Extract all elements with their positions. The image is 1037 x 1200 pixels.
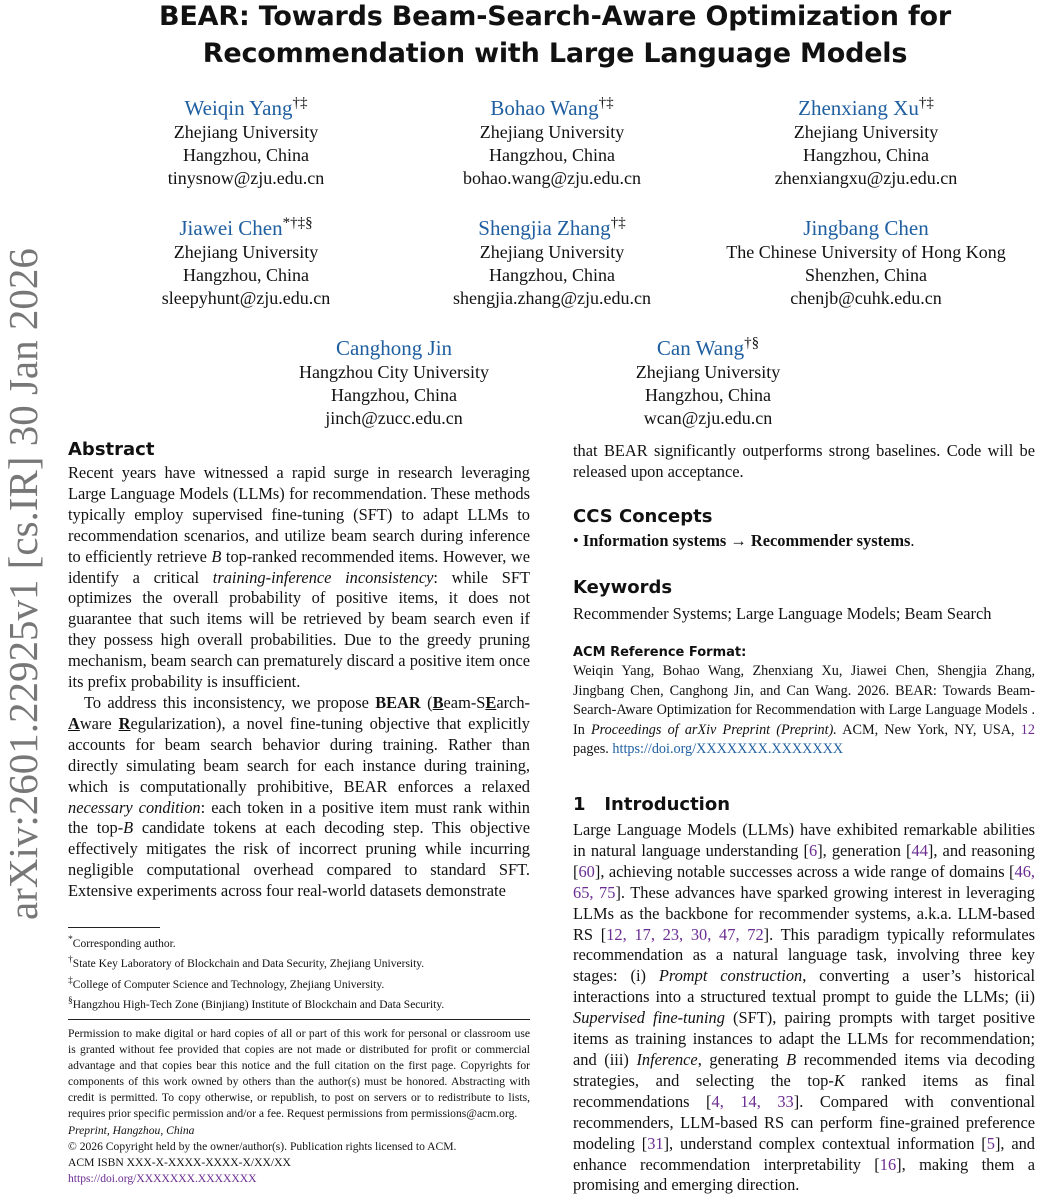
ccs-section (573, 506, 1035, 552)
abstract-paragraph-1: Recent years have witnessed a rapid surge in research leveraging Large Language Models (LLMs) for recommendation. These methods typically employ supervised fine-tuning (SFT) to adapt LLMs to recommendation scenarios, and utilize beam search during inference to efficiently retrieve B top-ranked recommended items. However, we identify a critical training-inference inconsistency: while SFT optimizes the overall probability of positive items, it does not guarantee that such items will be retrieved by beam search even if they possess high overall probabilities. Due to the greedy pruning mechanism, beam search can prematurely discard a positive item once its prefix probability is insufficient. (68, 463, 530, 692)
permission-venue: Preprint, Hangzhou, China (68, 1123, 195, 1137)
author-name[interactable]: Shengjia Zhang (478, 216, 611, 240)
keywords-section (573, 577, 1035, 625)
reference-text: Weiqin Yang, Bohao Wang, Zhenxiang Xu, Jiawei Chen, Shengjia Zhang, Jingbang Chen, Canghong Jin, and Can Wang. 2026. BEAR: Towards Beam-Search-Aware Optimization for Recommendation with Large Language Models . In Proceedings of arXiv Preprint (Preprint). ACM, New York, NY, USA, 12 pages. https://doi.org/XXXXXXX.XXXXXXX (573, 663, 1035, 758)
footnote: ‡College of Computer Science and Technology, Zhejiang University. (68, 974, 385, 991)
author-email: jinch@zucc.edu.cn (325, 408, 463, 428)
citation-link[interactable]: 31 (647, 1133, 664, 1153)
author-city: Hangzhou, China (645, 385, 771, 405)
abstract-section (68, 439, 530, 902)
introduction-heading: 1 Introduction (573, 794, 731, 815)
reference-doi-link[interactable]: https://doi.org/XXXXXXX.XXXXXXX (612, 741, 844, 758)
footnote: *Corresponding author. (68, 934, 176, 950)
author-affiliation: Zhejiang University (479, 122, 625, 142)
author-city: Hangzhou, China (183, 265, 309, 285)
title-line-2: Recommendation with Large Language Models (202, 38, 908, 69)
introduction-section (573, 794, 1035, 1196)
isbn-line: ACM ISBN XXX-X-XXXX-XXXX-X/XX/XX (68, 1155, 291, 1169)
citation-link[interactable]: 60 (578, 861, 595, 881)
author-email: wcan@zju.edu.cn (643, 408, 773, 428)
author-city: Hangzhou, China (489, 265, 615, 285)
footnotes (68, 932, 530, 1014)
citation-link[interactable]: 16 (879, 1154, 897, 1174)
author-email: chenjb@cuhk.edu.cn (790, 288, 942, 308)
reference-heading: ACM Reference Format: (573, 645, 747, 660)
author-city: Hangzhou, China (183, 145, 309, 165)
author-block (402, 90, 702, 190)
permission-block (68, 1026, 530, 1187)
author-name[interactable]: Weiqin Yang (184, 96, 293, 120)
doi-link[interactable]: https://doi.org/XXXXXXX.XXXXXXX (68, 1171, 257, 1185)
keywords-heading: Keywords (573, 577, 673, 598)
abstract-paragraph-2: To address this inconsistency, we propose BEAR (Beam-SEarch-Aware Regularization), a novel fine-tuning objective that explicitly accounts for beam search behavior during training. Rather than directly simulating beam search for each instance during training, which is computationally prohibitive, BEAR enforces a relaxed necessary condition: each token in a positive item must rank within the top-B candidate tokens at each decoding step. This objective effectively mitigates the risk of incorrect pruning while incurring negligible computational overhead compared to standard SFT. Extensive experiments across four real-world datasets demonstrate (68, 692, 530, 901)
author-name[interactable]: Jingbang Chen (803, 216, 929, 240)
author-name[interactable]: Jiawei Chen (179, 216, 283, 240)
citation-link[interactable]: 6 (809, 840, 818, 860)
author-email: sleepyhunt@zju.edu.cn (161, 288, 331, 308)
author-block (402, 210, 702, 310)
footnote: †State Key Laboratory of Blockchain and Data Security, Zhejiang University. (68, 954, 425, 971)
author-block (716, 90, 1016, 190)
author-name[interactable]: Bohao Wang (490, 96, 599, 120)
author-marks: †‡ (918, 95, 934, 111)
paper-title (80, 0, 1030, 72)
author-block (96, 210, 396, 310)
author-block (701, 210, 1031, 310)
author-marks: †‡ (292, 95, 308, 111)
reference-format (573, 643, 1035, 759)
author-marks: †§ (744, 335, 760, 351)
author-affiliation: Hangzhou City University (299, 362, 489, 382)
author-affiliation: Zhejiang University (479, 242, 625, 262)
abstract-heading: Abstract (68, 439, 155, 460)
author-affiliation: Zhejiang University (793, 122, 939, 142)
footnote-rule (68, 927, 160, 928)
author-block (558, 330, 858, 430)
introduction-paragraph: Large Language Models (LLMs) have exhibited remarkable abilities in natural language understanding [6], generation [44], and reasoning [60], achieving notable successes across a wide range of domains [46, 65, 75]. These advances have sparked growing interest in leveraging LLMs as the backbone for recommender systems, a.k.a. LLM-based RS [12, 17, 23, 30, 47, 72]. This paradigm typically reformulates recommendation as a natural language task, involving three key stages: (i) Prompt construction, converting a user’s historical interactions into a structured textual prompt to guide the LLMs; (ii) Supervised fine-tuning (SFT), pairing prompts with target positive items as training instances to adapt the LLMs for recommendation; and (iii) Inference, generating B recommended items via decoding strategies, and selecting the top-K ranked items as final recommendations [4, 14, 33]. Compared with conventional recommenders, LLM-based RS can perform fine-grained preference modeling [31], understand complex contextual information [5], and enhance recommendation interpretability [16], making them a promising and emerging direction. (573, 820, 1036, 1195)
author-city: Shenzhen, China (805, 265, 927, 285)
author-name[interactable]: Zhenxiang Xu (798, 96, 919, 120)
author-city: Hangzhou, China (331, 385, 457, 405)
author-email: bohao.wang@zju.edu.cn (462, 168, 642, 188)
ccs-heading: CCS Concepts (573, 506, 713, 527)
abstract-continuation: that BEAR significantly outperforms strong baselines. Code will be released upon acceptance. (573, 441, 1035, 481)
author-block (96, 90, 396, 190)
citation-link[interactable]: 4, 14, 33 (711, 1091, 794, 1111)
footnote: §Hangzhou High-Tech Zone (Binjiang) Institute of Blockchain and Data Security. (68, 995, 445, 1012)
pages-link[interactable]: 12 (1020, 721, 1035, 738)
author-name[interactable]: Canghong Jin (335, 336, 453, 360)
author-block (244, 330, 544, 430)
author-marks: †‡ (598, 95, 614, 111)
author-email: zhenxiangxu@zju.edu.cn (774, 168, 958, 188)
author-affiliation: The Chinese University of Hong Kong (726, 242, 1006, 262)
author-email: shengjia.zhang@zju.edu.cn (452, 288, 651, 308)
permission-text: Permission to make digital or hard copies of all or part of this work for personal or classroom use is granted without fee provided that copies are not made or distributed for profit or commercial advantage and that copies bear this notice and the full citation on the first page. Copyrights for components of this work owned by others than the author(s) must be honored. Abstracting with credit is permitted. To copy otherwise, or republish, to post on servers or to redistribute to lists, requires prior specific permission and/or a fee. Request permissions from permissions@acm.org. (68, 1027, 530, 1121)
author-name[interactable]: Can Wang (656, 336, 745, 360)
author-marks: †‡ (610, 215, 626, 231)
author-affiliation: Zhejiang University (173, 122, 319, 142)
author-marks: *†‡§ (282, 215, 313, 231)
ccs-concepts: • Information systems → Recommender systems. (573, 531, 915, 550)
keywords-text: Recommender Systems; Large Language Models; Beam Search (573, 604, 992, 623)
arxiv-identifier: arXiv:2601.22925v1 [cs.IR] 30 Jan 2026 (0, 248, 46, 920)
citation-link[interactable]: 44 (911, 840, 928, 860)
author-affiliation: Zhejiang University (635, 362, 781, 382)
copyright-line: © 2026 Copyright held by the owner/author(s). Publication rights licensed to ACM. (68, 1139, 457, 1153)
author-city: Hangzhou, China (489, 145, 615, 165)
citation-link[interactable]: 5 (986, 1133, 995, 1153)
title-line-1: BEAR: Towards Beam-Search-Aware Optimization for (159, 1, 951, 32)
permission-rule (68, 1019, 530, 1020)
author-email: tinysnow@zju.edu.cn (167, 168, 325, 188)
citation-link[interactable]: 46, 65, 75 (573, 861, 1035, 902)
author-affiliation: Zhejiang University (173, 242, 319, 262)
author-city: Hangzhou, China (803, 145, 929, 165)
citation-link[interactable]: 12, 17, 23, 30, 47, 72 (606, 924, 764, 944)
